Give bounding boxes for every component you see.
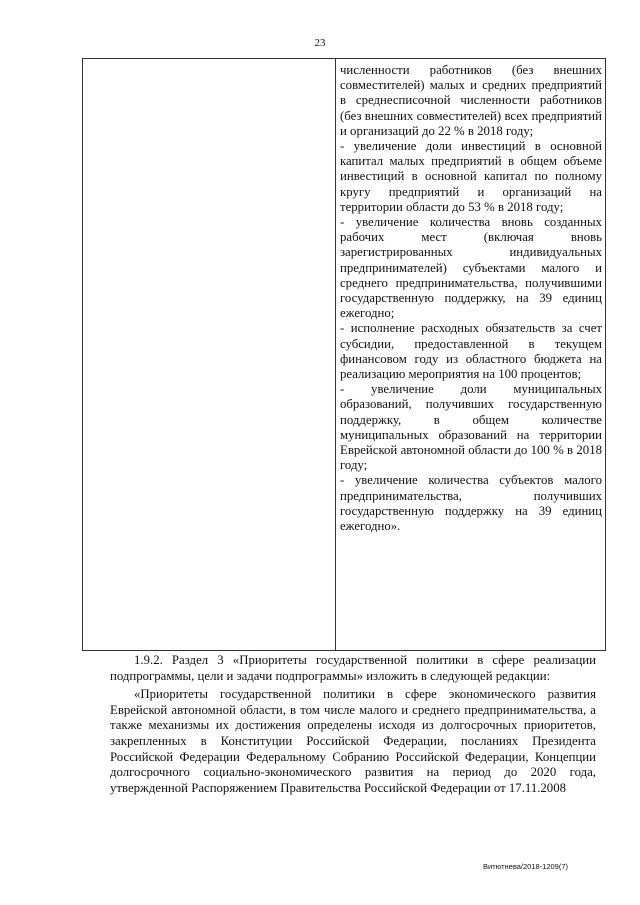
body-text [110, 653, 596, 796]
table-paragraph: - исполнение расходных обязательств за счет субсидии, предоставленной в текущем финансовом году из областного бюджета на реализацию мероприятия на 100 процентов; [340, 321, 602, 382]
table-paragraph: численности работников (без внешних совместителей) малых и средних предприятий в среднесписочной численности работников (без внешних совместителей) всех предприятий и организаций до 22 % в 2018 году; [340, 63, 602, 138]
table-paragraph: - увеличение доли инвестиций в основной капитал малых предприятий в общем объеме инвестиций в основной капитал по полному кругу предприятий и организаций на территории области до 53 % в 2018 году; [340, 139, 602, 214]
table-paragraph: - увеличение количества вновь созданных рабочих мест (включая вновь зарегистрированных индивидуальных предпринимателей) субъектами малого и среднего предпринимательства, получившими государственную поддержку, на 39 единиц ежегодно; [340, 215, 602, 321]
page-number: 23 [314, 37, 326, 49]
body-paragraph-section-heading: 1.9.2. Раздел 3 «Приоритеты государственной политики в сфере реализации подпрограммы, цели и задачи подпрограммы» изложить в следующей редакции: [110, 653, 596, 683]
table-paragraph: - увеличение доли муниципальных образований, получивших государственную поддержку, в общем количестве муниципальных образований на территории Еврейской автономной области до 100 % в 2018 году; [340, 382, 602, 473]
document-table [82, 58, 606, 651]
table-paragraph: - увеличение количества субъектов малого предпринимательства, получивших государственную поддержку на 39 единиц ежегодно». [340, 473, 602, 534]
footer-document-code: Витютнева/2018-1209(7) [483, 862, 569, 871]
table-column-divider [335, 59, 336, 650]
body-paragraph-priorities: «Приоритеты государственной политики в сфере экономического развития Еврейской автономной области, в том числе малого и среднего предпринимательства, а также механизмы их достижения определены исходя из долгосрочных приоритетов, закрепленных в Конституции Российской Федерации, посланиях Президента Российской Федерации Федеральному Собранию Российской Федерации, Концепции долгосрочного социально-экономического развития на период до 2020 года, утвержденной Распоряжением Правительства Российской Федерации от 17.11.2008 [110, 687, 596, 795]
table-right-cell [340, 63, 602, 534]
